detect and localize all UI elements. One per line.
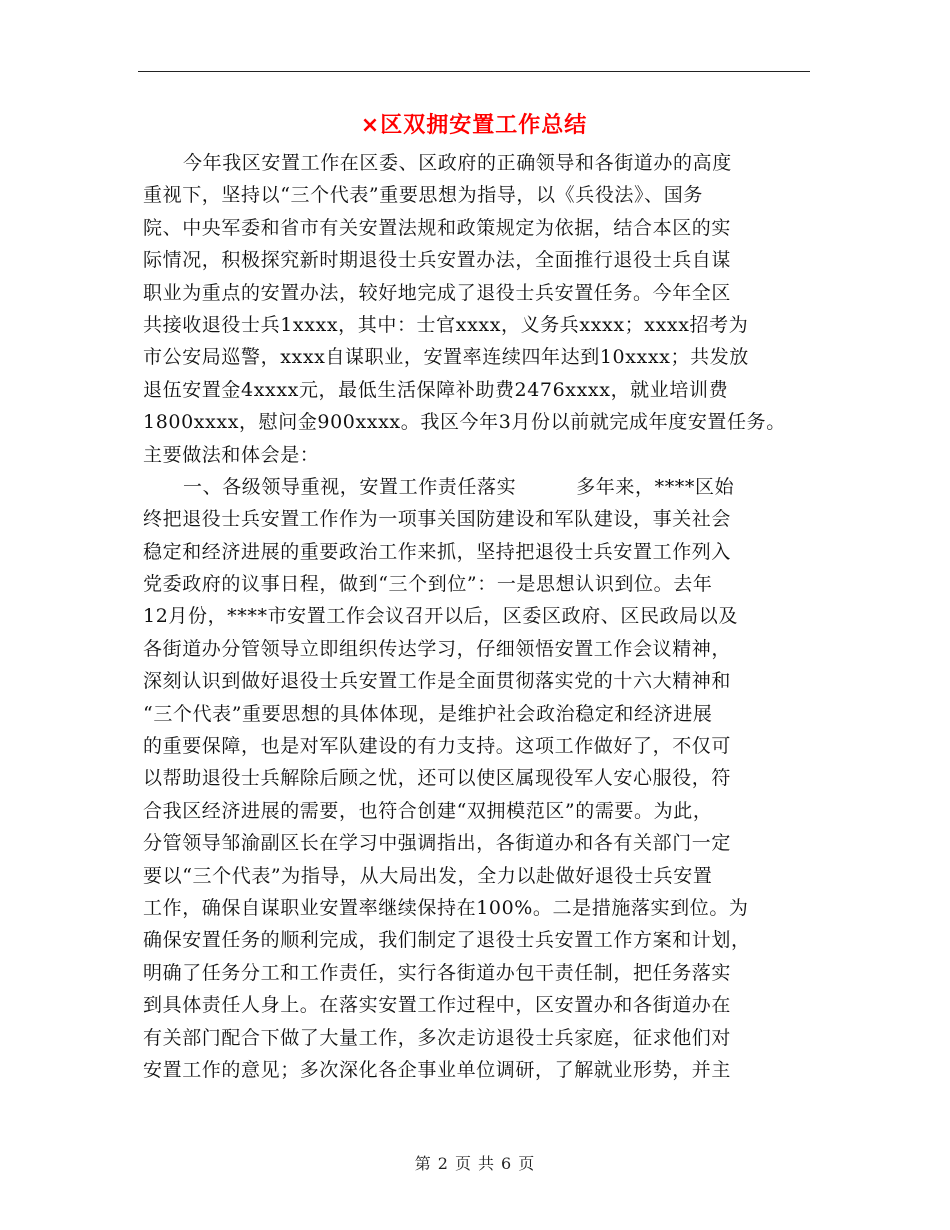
document-body bbox=[143, 147, 815, 1086]
paragraph-line: 明确了任务分工和工作责任，实行各街道办包干责任制，把任务落实 bbox=[143, 961, 732, 984]
page-footer bbox=[0, 1152, 950, 1176]
paragraph-line: 共接收退役士兵1xxxx，其中：士官xxxx，义务兵xxxx；xxxx招考为 bbox=[143, 313, 749, 336]
paragraph-line: 安置工作的意见；多次深化各企事业单位调研，了解就业形势，并主 bbox=[143, 1058, 732, 1081]
paragraph-line: 确保安置任务的顺利完成，我们制定了退役士兵安置工作方案和计划， bbox=[143, 929, 751, 952]
paragraph-line: 际情况，积极探究新时期退役士兵安置办法，全面推行退役士兵自谋 bbox=[143, 249, 732, 272]
paragraph-line: 退伍安置金4xxxx元，最低生活保障补助费2476xxxx，就业培训费 bbox=[143, 378, 729, 401]
paragraph-line: 稳定和经济进展的重要政治工作来抓，坚持把退役士兵安置工作列入 bbox=[143, 540, 732, 563]
section-line bbox=[143, 471, 815, 503]
current-page-number: 2 bbox=[437, 1154, 449, 1173]
footer-middle: 页 共 bbox=[454, 1154, 496, 1173]
paragraph-line: 主要做法和体会是： bbox=[143, 443, 320, 466]
total-page-count: 6 bbox=[501, 1154, 513, 1173]
paragraph-line: 要以“三个代表”为指导，从大局出发，全力以赴做好退役士兵安置 bbox=[143, 864, 713, 887]
paragraph-line: 深刻认识到做好退役士兵安置工作是全面贯彻落实党的十六大精神和 bbox=[143, 670, 732, 693]
paragraph-line: 有关部门配合下做了大量工作，多次走访退役士兵家庭，征求他们对 bbox=[143, 1026, 732, 1049]
paragraph-line: 党委政府的议事日程，做到“三个到位”：一是思想认识到位。去年 bbox=[143, 573, 713, 596]
paragraph-line: 到具体责任人身上。在落实安置工作过程中，区安置办和各街道办在 bbox=[143, 994, 732, 1017]
paragraph-line: 今年我区安置工作在区委、区政府的正确领导和各街道办的高度 bbox=[183, 152, 732, 174]
header-rule bbox=[138, 71, 810, 72]
document-title: ×区双拥安置工作总结 bbox=[360, 113, 588, 138]
paragraph-line: 的重要保障，也是对军队建设的有力支持。这项工作做好了，不仅可 bbox=[143, 735, 732, 758]
paragraph-line: 各街道办分管领导立即组织传达学习，仔细领悟安置工作会议精神， bbox=[143, 637, 732, 660]
section-heading: 一、各级领导重视，安置工作责任落实 bbox=[183, 475, 517, 498]
paragraph-line: 院、中央军委和省市有关安置法规和政策规定为依据，结合本区的实 bbox=[143, 216, 732, 239]
paragraph-line: 12月份，****市安置工作会议召开以后，区委区政府、区民政局以及 bbox=[143, 605, 738, 628]
footer-prefix: 第 bbox=[414, 1154, 432, 1173]
paragraph-line: 1800xxxx，慰问金900xxxx。我区今年3月份以前就完成年度安置任务。 bbox=[143, 411, 786, 434]
paragraph-line: 重视下，坚持以“三个代表”重要思想为指导，以《兵役法》、国务 bbox=[143, 184, 703, 207]
paragraph-line: 市公安局巡警，xxxx自谋职业，安置率连续四年达到10xxxx；共发放 bbox=[143, 346, 749, 369]
paragraph-line: 以帮助退役士兵解除后顾之忧，还可以使区属现役军人安心服役，符 bbox=[143, 767, 732, 790]
paragraph-line: 分管领导邹渝副区长在学习中强调指出，各街道办和各有关部门一定 bbox=[143, 832, 732, 855]
paragraph-line: 职业为重点的安置办法，较好地完成了退役士兵安置任务。今年全区 bbox=[143, 281, 732, 304]
paragraph-line: 终把退役士兵安置工作作为一项事关国防建设和军队建设，事关社会 bbox=[143, 508, 732, 531]
paragraph-line: “三个代表”重要思想的具体体现，是维护社会政治稳定和经济进展 bbox=[143, 702, 713, 725]
paragraph-line: 合我区经济进展的需要，也符合创建“双拥模范区”的需要。为此， bbox=[143, 799, 713, 822]
paragraph-text: 多年来，****区始 bbox=[576, 475, 735, 498]
footer-suffix: 页 bbox=[518, 1154, 536, 1173]
paragraph-line: 工作，确保自谋职业安置率继续保持在100%。二是措施落实到位。为 bbox=[143, 896, 749, 919]
